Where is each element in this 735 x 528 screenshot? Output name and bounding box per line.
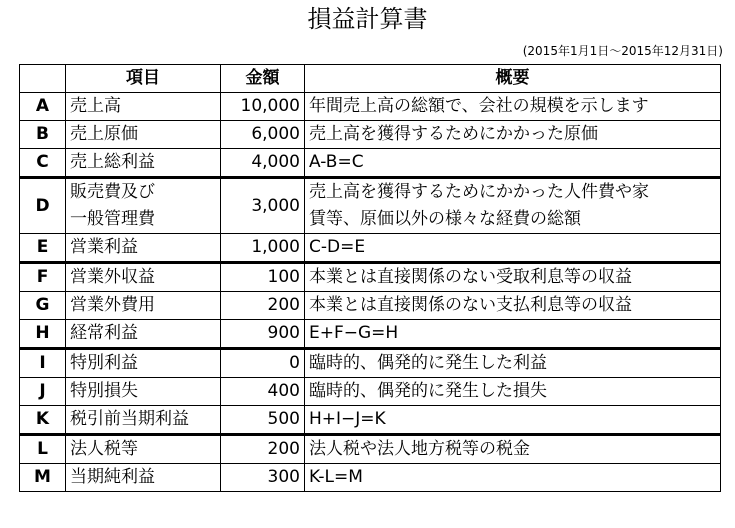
row-item [66,464,221,492]
table-row [20,349,721,378]
row-amount: 400 [221,378,305,406]
row-summary [305,93,721,121]
row-code: I [20,349,66,378]
table-row [20,320,721,349]
row-code: H [20,320,66,349]
row-item-line: 営業利益 [70,237,138,257]
header-item: 項目 [66,65,221,93]
header-code [20,65,66,93]
table-row [20,178,721,234]
row-item [66,93,221,121]
header-summary: 概要 [305,65,721,93]
row-summary-line: 売上高を獲得するためにかかった人件費や家 [309,182,649,202]
row-summary [305,435,721,464]
row-item [66,435,221,464]
row-summary-line: K-L=M [309,467,363,487]
row-summary [305,320,721,349]
fiscal-period: (2015年1月1日〜2015年12月31日) [522,44,723,58]
row-code: M [20,464,66,492]
row-code: C [20,149,66,178]
row-item [66,292,221,320]
row-summary [305,406,721,435]
row-summary [305,149,721,178]
row-item-line: 営業外収益 [70,267,155,287]
table-row [20,464,721,492]
row-item [66,263,221,292]
row-item-line: 販売費及び [70,182,155,202]
row-item-line: 経常利益 [70,323,138,343]
row-summary [305,378,721,406]
row-code: K [20,406,66,435]
table-row [20,149,721,178]
row-amount: 0 [221,349,305,378]
row-amount: 300 [221,464,305,492]
row-item-line: 法人税等 [70,439,138,459]
table-row [20,292,721,320]
row-item [66,121,221,149]
row-amount: 1,000 [221,234,305,263]
row-item [66,178,221,234]
row-item [66,406,221,435]
row-item [66,349,221,378]
row-summary-line: 臨時的、偶発的に発生した利益 [309,353,547,373]
row-item-line: 当期純利益 [70,467,155,487]
row-amount: 10,000 [221,93,305,121]
table-row [20,406,721,435]
row-summary-line: H+I−J=K [309,409,386,429]
row-item-line: 売上原価 [70,124,138,144]
header-row [20,65,721,93]
row-summary [305,464,721,492]
row-summary-line: 本業とは直接関係のない支払利息等の収益 [309,295,632,315]
row-item [66,149,221,178]
row-item-line: 特別利益 [70,353,138,373]
row-amount: 100 [221,263,305,292]
row-amount: 6,000 [221,121,305,149]
row-summary-line: E+F−G=H [309,323,399,343]
row-summary-line: 年間売上高の総額で、会社の規模を示します [309,96,649,116]
row-summary-line: 賃等、原価以外の様々な経費の総額 [309,209,581,229]
row-summary [305,178,721,234]
row-code: E [20,234,66,263]
table-row [20,121,721,149]
row-code: J [20,378,66,406]
row-item [66,320,221,349]
table-row [20,234,721,263]
row-amount: 200 [221,292,305,320]
row-summary-line: 本業とは直接関係のない受取利息等の収益 [309,267,632,287]
table-row [20,263,721,292]
document-title: 損益計算書 [307,5,428,33]
row-summary [305,263,721,292]
row-item-line: 税引前当期利益 [70,409,189,429]
table-row [20,378,721,406]
row-item-line: 売上高 [70,96,121,116]
table-body [20,93,721,492]
row-amount: 4,000 [221,149,305,178]
row-item-line: 一般管理費 [70,209,155,229]
row-code: B [20,121,66,149]
row-amount: 3,000 [221,178,305,234]
row-summary [305,121,721,149]
row-summary-line: 売上高を獲得するためにかかった原価 [309,124,598,144]
row-item [66,378,221,406]
row-summary-line: 法人税や法人地方税等の税金 [309,439,530,459]
row-amount: 900 [221,320,305,349]
row-code: F [20,263,66,292]
income-statement-table [19,64,721,492]
row-code: A [20,93,66,121]
row-summary [305,349,721,378]
row-item-line: 売上総利益 [70,152,155,172]
row-summary [305,292,721,320]
table-row [20,93,721,121]
row-amount: 500 [221,406,305,435]
row-item [66,234,221,263]
row-summary-line: A-B=C [309,152,364,172]
row-code: G [20,292,66,320]
row-summary-line: 臨時的、偶発的に発生した損失 [309,381,547,401]
row-item-line: 営業外費用 [70,295,155,315]
row-code: D [20,178,66,234]
row-amount: 200 [221,435,305,464]
row-item-line: 特別損失 [70,381,138,401]
row-code: L [20,435,66,464]
table-row [20,435,721,464]
row-summary [305,234,721,263]
row-summary-line: C-D=E [309,237,366,257]
header-amount: 金額 [221,65,305,93]
